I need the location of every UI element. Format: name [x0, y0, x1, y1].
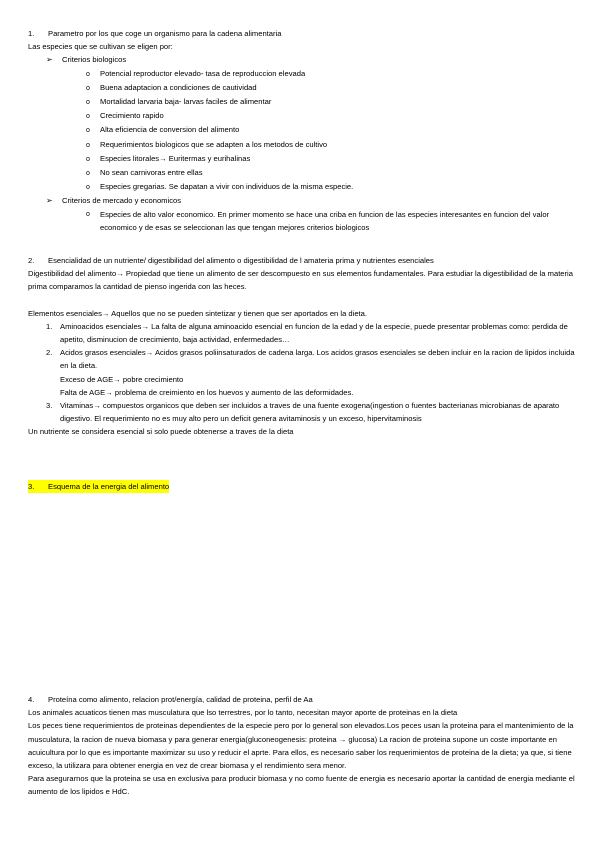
- section-4-title: Proteína como alimento, relacion prot/energía, calidad de proteina, perfil de Aa: [48, 695, 313, 704]
- section-4-heading: [28, 693, 576, 706]
- group-label: Criterios biologicos: [62, 55, 127, 65]
- list-item: [28, 81, 576, 95]
- paragraph: Los animales acuaticos tienen mas musculatura que lso terrestres, por lo tanto, necesitan mayor aporte de proteinas en la dieta: [28, 708, 458, 718]
- circle-bullet-icon: o: [86, 70, 90, 78]
- list-item: [28, 123, 576, 137]
- list-item: [28, 166, 576, 180]
- circle-bullet-icon: o: [86, 113, 90, 121]
- circle-bullet-icon: o: [86, 184, 90, 192]
- list-number: 1.: [46, 321, 53, 331]
- list-item: [28, 208, 576, 234]
- circle-bullet-icon: o: [86, 84, 90, 92]
- circle-bullet-icon: o: [86, 99, 90, 107]
- section-1-intro: Las especies que se cultivan se eligen por:: [28, 42, 173, 52]
- list-item-text: Aminoacidos esenciales→ La falta de alguna aminoacido esencial en funcion de la edad y de la especie, puede presentar problemas como: perdida de apetito, disminucion de crecimiento, baja actividad, enfermedades…: [60, 321, 568, 345]
- list-item-text: No sean carnivoras entre ellas: [100, 168, 203, 178]
- section-4-number: 4.: [28, 695, 35, 704]
- list-number: 2.: [46, 348, 53, 358]
- section-3: [28, 480, 576, 493]
- list-item-text: Requerimientos biologicos que se adapten a los metodos de cultivo: [100, 139, 328, 149]
- group-label: Criterios de mercado y economicos: [62, 196, 182, 206]
- list-number: 3.: [46, 401, 53, 411]
- list-item: [28, 180, 576, 194]
- list-item-aminoacids: [28, 320, 576, 346]
- section-1-number: 1.: [28, 29, 35, 38]
- list-item-text: Especies litorales→ Euritermas y eurihalinas: [100, 153, 251, 163]
- list-item: [28, 109, 576, 123]
- section-2-heading: [28, 254, 576, 267]
- list-item-text: Falta de AGE→ problema de creimiento en los huevos y aumento de las deformidades.: [60, 387, 354, 397]
- list-item-text: Potencial reproductor elevado- tasa de reproduccion elevada: [100, 68, 306, 78]
- arrow-bullet-icon: ➢: [46, 196, 53, 206]
- list-item-text: Buena adaptacion a condiciones de cautividad: [100, 82, 257, 92]
- list-item-text: Crecimiento rapido: [100, 111, 164, 121]
- essentials-line: Elementos esenciales→ Aquellos que no se pueden sintetizar y tienen que ser aportados en la dieta.: [28, 308, 367, 318]
- section-2-number: 2.: [28, 256, 35, 265]
- circle-bullet-icon: o: [86, 127, 90, 135]
- paragraph: Los peces tiene requerimientos de proteinas dependientes de la especie pero por lo general son elevados.Los peces usan la proteina para el mantenimiento de la musculatura, la racion de nueva biomasa y para generar energia(gluconeogenesis: proteina → glucosa) La racion de proteina supone un coste importante en acuicultura por lo que es importante maximizar su uso y reducir el aprte. Para ellos, es necesario saber los requerimientos de proteina de la dieta; ya que, si tiene exceso, la utilizara para obtener energia en vez de crear biomasa y el rendimiento sera menor.: [28, 721, 574, 771]
- list-item-text: Especies de alto valor economico. En primer momento se hace una criba en funcion de las especies interesantes en funcion del valor economico y de esas se seleccionan las que tengan mejores criterios biologicos: [100, 209, 550, 232]
- section-1: [28, 27, 576, 234]
- list-item-text: Vitaminas→ compuestos organicos que deben ser incluidos a traves de una fuente exogena(ingestion o fuentes bacterianas microbianas de aparato digestivo. El requerimiento no es muy alto pero un deficit genera avitaminosis y un exceso, hipervitaminosis: [60, 401, 560, 424]
- list-item-text: Acidos grasos esenciales→ Acidos grasos poliinsaturados de cadena larga. Los acidos grasos esenciales se deben incluir en la racion de lipidos incluida en la dieta.: [60, 348, 575, 371]
- list-item-text: Exceso de AGE→ pobre crecimiento: [60, 374, 184, 384]
- circle-bullet-icon: o: [86, 155, 90, 163]
- paragraph: Para asegurarnos que la proteina se usa en exclusiva para producir biomasa y no como fuente de energia es necesario aportar la cantidad de energia mediante el aumento de los lipidos e HdC.: [28, 774, 575, 797]
- section-3-heading: [28, 480, 169, 493]
- list-item: [28, 138, 576, 152]
- closing-line: Un nutriente se considera esencial si solo puede obtenerse a traves de la dieta: [28, 427, 294, 437]
- list-item: [28, 95, 576, 109]
- arrow-bullet-icon: ➢: [46, 55, 53, 65]
- list-item: [28, 152, 576, 166]
- section-4: [28, 693, 576, 799]
- digestibility-paragraph: Digestibilidad del alimento→ Propiedad que tiene un alimento de ser descompuesto en sus elementos fundamentales. Para estudiar la digestibilidad de la materia prima comparamos la cantidad de pienso ingerida con las heces.: [28, 269, 573, 292]
- section-1-title: Parametro por los que coge un organismo para la cadena alimentaria: [48, 29, 282, 38]
- section-3-title: Esquema de la energia del alimento: [48, 482, 170, 491]
- group-biological: [28, 53, 576, 66]
- section-3-number: 3.: [28, 482, 35, 491]
- section-1-heading: [28, 27, 576, 40]
- section-2: [28, 254, 576, 439]
- list-item: [28, 67, 576, 81]
- section-2-title: Esencialidad de un nutriente/ digestibilidad del alimento o digestibilidad de l amateria prima y nutrientes esenciales: [48, 256, 434, 265]
- list-item-text: Especies gregarias. Se dapatan a vivir con individuos de la misma especie.: [100, 182, 354, 192]
- list-item-text: Alta eficiencia de conversion del alimento: [100, 125, 240, 135]
- list-item-fatty-acids: [28, 346, 576, 399]
- circle-bullet-icon: o: [86, 170, 90, 178]
- list-item-text: Mortalidad larvaria baja- larvas faciles de alimentar: [100, 97, 272, 107]
- list-item-vitamins: [28, 399, 576, 425]
- circle-bullet-icon: o: [86, 210, 90, 218]
- group-market: [28, 194, 576, 207]
- circle-bullet-icon: o: [86, 141, 90, 149]
